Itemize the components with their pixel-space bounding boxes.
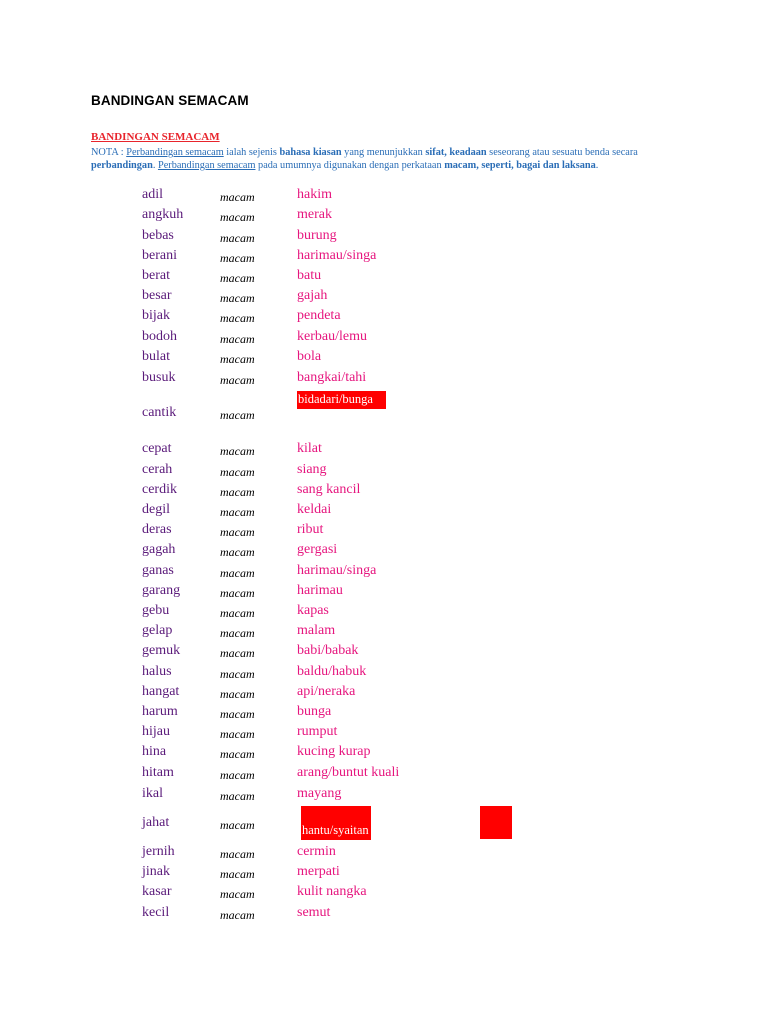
connector-word: macam <box>220 887 255 901</box>
adjective: ikal <box>142 786 163 801</box>
adjective: degil <box>142 502 170 517</box>
list-item <box>0 207 768 227</box>
connector-word: macam <box>220 505 255 519</box>
comparison-object: kilat <box>297 441 322 456</box>
connector-word: macam <box>220 747 255 761</box>
adjective: cerah <box>142 462 173 477</box>
adjective: hina <box>142 744 167 759</box>
nota-bold-4: macam, seperti, bagai dan laksana <box>444 160 596 171</box>
connector-word: macam <box>220 626 255 640</box>
comparison-object: pendeta <box>297 308 341 323</box>
list-item <box>0 349 768 369</box>
list-item <box>0 684 768 704</box>
comparison-object: merpati <box>297 864 340 879</box>
adjective: harum <box>142 704 178 719</box>
comparison-object: malam <box>297 623 336 638</box>
adjective: gagah <box>142 542 176 557</box>
list-item <box>0 370 768 390</box>
comparison-object: kulit nangka <box>297 884 367 899</box>
list-item <box>0 815 768 835</box>
comparison-object: cermin <box>297 844 336 859</box>
adjective: gebu <box>142 603 170 618</box>
comparison-object: kapas <box>297 603 329 618</box>
adjective: hangat <box>142 684 180 699</box>
connector-word: macam <box>220 352 255 366</box>
comparison-object: arang/buntut kuali <box>297 765 400 780</box>
list-item <box>0 502 768 522</box>
comparison-object: babi/babak <box>297 643 359 658</box>
connector-word: macam <box>220 789 255 803</box>
nota-text-4: . <box>152 160 158 171</box>
list-item <box>0 844 768 864</box>
adjective: adil <box>142 187 163 202</box>
adjective: garang <box>142 583 181 598</box>
adjective: cerdik <box>142 482 177 497</box>
comparison-object: keldai <box>297 502 332 517</box>
nota-prefix: NOTA : <box>91 147 127 158</box>
connector-word: macam <box>220 687 255 701</box>
adjective: kasar <box>142 884 172 899</box>
connector-word: macam <box>220 606 255 620</box>
connector-word: macam <box>220 311 255 325</box>
connector-word: macam <box>220 251 255 265</box>
comparison-object: harimau <box>297 583 343 598</box>
list-item <box>0 724 768 744</box>
nota-bold-3: perbandingan <box>91 160 153 171</box>
list-item <box>0 583 768 603</box>
list-item <box>0 704 768 724</box>
comparison-object: sang kancil <box>297 482 361 497</box>
list-item <box>0 482 768 502</box>
connector-word: macam <box>220 485 255 499</box>
list-item <box>0 228 768 248</box>
section-heading: BANDINGAN SEMACAM <box>91 131 220 143</box>
adjective: bulat <box>142 349 170 364</box>
connector-word: macam <box>220 566 255 580</box>
comparison-object: merak <box>297 207 332 222</box>
list-item <box>0 268 768 288</box>
connector-word: macam <box>220 768 255 782</box>
comparison-object: burung <box>297 228 337 243</box>
adjective: bodoh <box>142 329 177 344</box>
connector-word: macam <box>220 271 255 285</box>
comparison-object: hantu/syaitan <box>301 806 371 840</box>
connector-word: macam <box>220 210 255 224</box>
adjective: gelap <box>142 623 173 638</box>
adjective: kecil <box>142 905 170 920</box>
connector-word: macam <box>220 291 255 305</box>
adjective: hitam <box>142 765 174 780</box>
connector-word: macam <box>220 231 255 245</box>
list-item <box>0 563 768 583</box>
nota-text-2: yang menunjukkan <box>341 147 426 158</box>
connector-word: macam <box>220 908 255 922</box>
adjective: jernih <box>142 844 175 859</box>
comparison-object: harimau/singa <box>297 248 377 263</box>
adjective: besar <box>142 288 172 303</box>
connector-word: macam <box>220 373 255 387</box>
list-item <box>0 542 768 562</box>
comparison-object: bunga <box>297 704 332 719</box>
nota-term-1: Perbandingan semacam <box>126 147 224 158</box>
connector-word: macam <box>220 545 255 559</box>
list-item <box>0 744 768 764</box>
comparison-object: bangkai/tahi <box>297 370 367 385</box>
list-item <box>0 864 768 884</box>
connector-word: macam <box>220 818 255 832</box>
comparison-object: bola <box>297 349 322 364</box>
comparison-object: gergasi <box>297 542 338 557</box>
list-item <box>0 623 768 643</box>
comparison-object: gajah <box>297 288 328 303</box>
nota-text-6: . <box>595 160 599 171</box>
adjective: deras <box>142 522 172 537</box>
connector-word: macam <box>220 190 255 204</box>
comparison-object: bidadari/bunga <box>297 391 386 409</box>
adjective: cepat <box>142 441 172 456</box>
connector-word: macam <box>220 408 255 422</box>
connector-word: macam <box>220 847 255 861</box>
list-item <box>0 392 768 425</box>
list-item <box>0 603 768 623</box>
adjective: bebas <box>142 228 174 243</box>
nota-text-3: seseorang atau sesuatu benda secara <box>486 147 638 158</box>
connector-word: macam <box>220 867 255 881</box>
list-item <box>0 462 768 482</box>
comparison-object: batu <box>297 268 322 283</box>
connector-word: macam <box>220 646 255 660</box>
comparison-object: harimau/singa <box>297 563 377 578</box>
nota-bold-1: bahasa kiasan <box>279 147 342 158</box>
adjective: gemuk <box>142 643 181 658</box>
comparison-object: siang <box>297 462 327 477</box>
red-highlight-box <box>480 806 512 839</box>
comparison-object: kerbau/lemu <box>297 329 367 344</box>
adjective: berat <box>142 268 170 283</box>
nota-bold-2: sifat, keadaan <box>425 147 487 158</box>
connector-word: macam <box>220 727 255 741</box>
connector-word: macam <box>220 707 255 721</box>
comparison-object: rumput <box>297 724 338 739</box>
connector-word: macam <box>220 525 255 539</box>
adjective: angkuh <box>142 207 184 222</box>
list-item <box>0 248 768 268</box>
comparison-object: hakim <box>297 187 332 202</box>
connector-word: macam <box>220 586 255 600</box>
nota-term-2: Perbandingan semacam <box>157 160 256 171</box>
list-item <box>0 522 768 542</box>
comparison-object: api/neraka <box>297 684 356 699</box>
list-item <box>0 884 768 904</box>
adjective: cantik <box>142 405 177 420</box>
connector-word: macam <box>220 465 255 479</box>
adjective: halus <box>142 664 172 679</box>
list-item <box>0 288 768 308</box>
nota-text-5: pada umumnya digunakan dengan perkataan <box>255 160 445 171</box>
list-item <box>0 441 768 461</box>
page-title: BANDINGAN SEMACAM <box>91 93 249 108</box>
list-item <box>0 905 768 925</box>
comparison-object: ribut <box>297 522 324 537</box>
list-item <box>0 664 768 684</box>
list-item <box>0 187 768 207</box>
adjective: jinak <box>142 864 170 879</box>
adjective: berani <box>142 248 177 263</box>
adjective: jahat <box>142 815 170 830</box>
adjective: busuk <box>142 370 176 385</box>
list-item <box>0 643 768 663</box>
list-item <box>0 329 768 349</box>
connector-word: macam <box>220 444 255 458</box>
adjective: bijak <box>142 308 170 323</box>
connector-word: macam <box>220 667 255 681</box>
connector-word: macam <box>220 332 255 346</box>
comparison-object: mayang <box>297 786 342 801</box>
nota-text-1: ialah sejenis <box>223 147 280 158</box>
list-item <box>0 308 768 328</box>
comparison-object: baldu/habuk <box>297 664 367 679</box>
comparison-object: kucing kurap <box>297 744 371 759</box>
adjective: hijau <box>142 724 170 739</box>
nota-paragraph <box>91 146 661 172</box>
list-item <box>0 786 768 806</box>
adjective: ganas <box>142 563 174 578</box>
comparison-object: semut <box>297 905 331 920</box>
list-item <box>0 765 768 785</box>
